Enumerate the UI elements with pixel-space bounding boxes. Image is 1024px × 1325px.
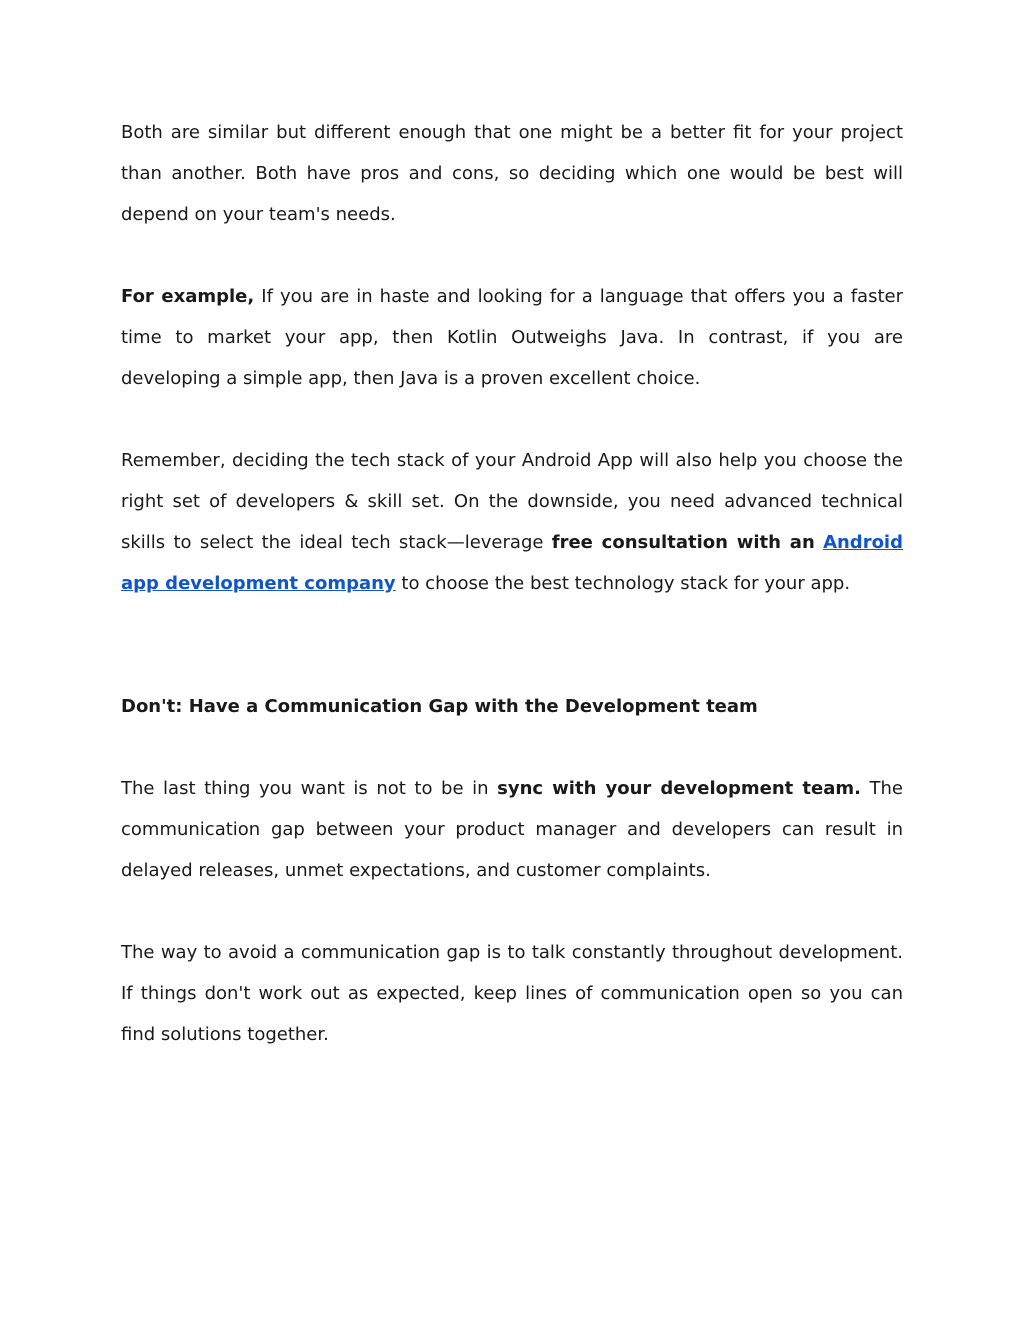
- word-space: [815, 532, 823, 553]
- paragraph-example: [121, 276, 903, 399]
- android-app-development-company-link[interactable]: Android app development company: [121, 532, 903, 594]
- paragraph-sync: [121, 768, 903, 891]
- paragraph-spacer: [121, 891, 903, 932]
- paragraph-avoid-gap: The way to avoid a communication gap is to talk constantly throughout development. If things don't work out as expected, keep lines of communication open so you can find solutions together.: [121, 942, 903, 1045]
- section-spacer: [121, 604, 903, 686]
- section-heading: Don't: Have a Communication Gap with the Development team: [121, 696, 758, 717]
- paragraph-spacer: [121, 727, 903, 768]
- example-text: If you are in haste and looking for a language that offers you a faster time to market your app, then Kotlin Outweighs Java. In contrast, if you are developing a simple app, then Java is a proven excellent choice.: [121, 286, 903, 389]
- sync-end-text: The communication gap between your product manager and developers can result in delayed releases, unmet expectations, and customer complaints.: [121, 778, 903, 881]
- tech-stack-text: Remember, deciding the tech stack of your Android App will also help you choose the right set of developers & skill set. On the downside, you need advanced technical skills to select the ideal tech stack—leverage: [121, 450, 903, 553]
- consultation-bold: free consultation with an: [551, 532, 815, 553]
- sync-bold: sync with your development team.: [497, 778, 861, 799]
- document-page: [121, 112, 903, 1055]
- example-lead-bold: For example,: [121, 286, 255, 307]
- paragraph-spacer: [121, 235, 903, 276]
- paragraph-tech-stack: [121, 440, 903, 604]
- paragraph-spacer: [121, 399, 903, 440]
- sync-text: The last thing you want is not to be in: [121, 778, 498, 799]
- paragraph-languages-comparison: Both are similar but different enough that one might be a better fit for your project than another. Both have pros and cons, so deciding which one would be best will depend on your team's needs.: [121, 122, 903, 225]
- tech-stack-end-text: to choose the best technology stack for your app.: [395, 573, 851, 594]
